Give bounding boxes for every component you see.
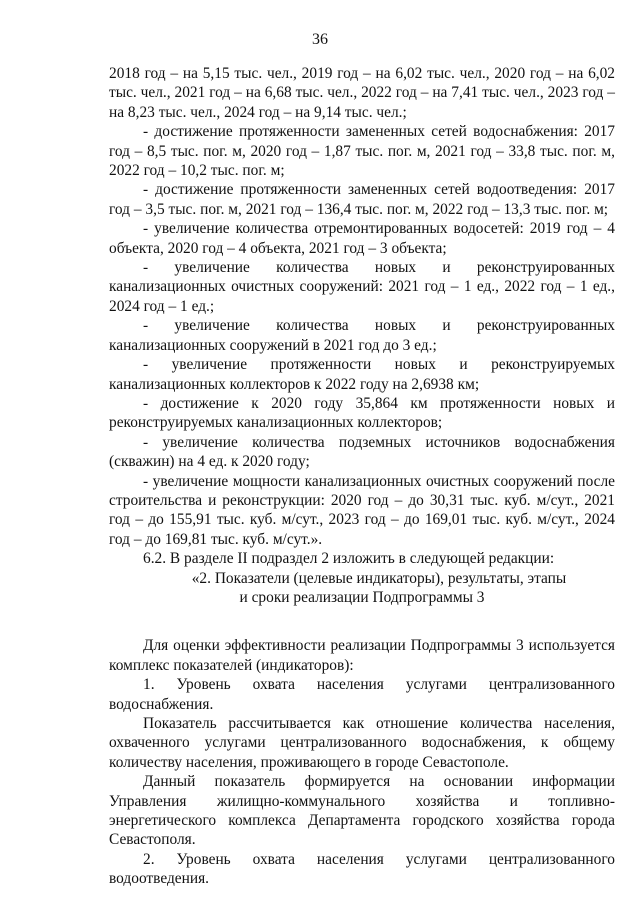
spacer — [109, 607, 615, 626]
paragraph-population-continuation: 2018 год – на 5,15 тыс. чел., 2019 год – на 6,02 тыс. чел., 2020 год – на 6,02 тыс. чел., 2021 год – на 6,68 тыс. чел., 2022 год – на 7,41 тыс. чел., 2023 год – на 8,23 тыс. чел., 2024 год – на 9,14 тыс. чел.; — [109, 65, 615, 121]
paragraph-section-edit: 6.2. В разделе II подраздел 2 изложить в следующей редакции: — [143, 550, 555, 568]
paragraph-indicator-sewerage: 2. Уровень охвата населения услугами централизованного водоотведения. — [109, 850, 615, 888]
document-body — [109, 64, 615, 889]
paragraph-sewer-facilities: - увеличение количества новых и реконструированных канализационных сооружений в 2021 год до 3 ед.; — [109, 317, 615, 354]
spacer — [109, 626, 615, 636]
paragraph-collectors-length-2020: - достижение к 2020 году 35,864 км протяженности новых и реконструируемых канализационных коллекторов; — [109, 394, 615, 432]
paragraph-water-networks-replaced: - достижение протяженности замененных сетей водоснабжения: 2017 год – 8,5 тыс. пог. м, 2020 год – 1,87 тыс. пог. м, 2021 год – 33,8 тыс. пог. м, 2022 год – 10,2 тыс. пог. м; — [109, 123, 615, 180]
paragraph-sewer-networks-replaced: - достижение протяженности замененных сетей водоотведения: 2017 год – 3,5 тыс. пог. м, 2021 год – 136,4 тыс. пог. м, 2022 год – 13,3 тыс. пог. м; — [109, 181, 615, 218]
paragraph-treatment-facilities: - увеличение количества новых и реконструированных канализационных очистных сооружений: 2021 год – 1 ед., 2022 год – 1 ед., 2024 год – 1 ед.; — [109, 259, 615, 315]
paragraph-indicator-water-supply: 1. Уровень охвата населения услугами централизованного водоснабжения. — [109, 676, 615, 713]
paragraph-underground-sources: - увеличение количества подземных источников водоснабжения (скважин) на 4 ед. к 2020 году; — [109, 433, 615, 471]
paragraph-indicator-calculation: Показатель рассчитывается как отношение количества населения, охваченного услугами централизованного водоснабжения, к общему количеству населения, проживающего в городе Севастополе. — [109, 715, 615, 771]
paragraph-repaired-water-networks: - увеличение количества отремонтированных водосетей: 2019 год – 4 объекта, 2020 год – 4 объекта, 2021 год – 3 объекта; — [109, 220, 615, 257]
paragraph-indicators-intro: Для оценки эффективности реализации Подпрограммы 3 используется комплекс показателей (индикаторов): — [109, 637, 615, 674]
paragraph-indicator-source: Данный показатель формируется на основании информации Управления жилищно-коммунального хозяйства и топливно-энергетического комплекса Департамента городского хозяйства города Севастополя. — [109, 773, 615, 849]
paragraph-collectors-length-2022: - увеличение протяженности новых и реконструируемых канализационных коллекторов к 2022 году на 2,6938 км; — [109, 356, 615, 393]
paragraph-treatment-capacity: - увеличение мощности канализационных очистных сооружений после строительства и реконструкции: 2020 год – до 30,31 тыс. куб. м/сут., 2021 год – до 155,91 тыс. куб. м/сут., 2023 год – до 169,01 тыс. куб. м/сут., 2024 год – до 169,81 тыс. куб. м/сут.». — [109, 472, 615, 548]
page-number: 36 — [312, 31, 328, 48]
section-heading-line-2: и сроки реализации Подпрограммы 3 — [239, 588, 485, 606]
section-heading-line-1: «2. Показатели (целевые индикаторы), результаты, этапы — [191, 569, 567, 587]
